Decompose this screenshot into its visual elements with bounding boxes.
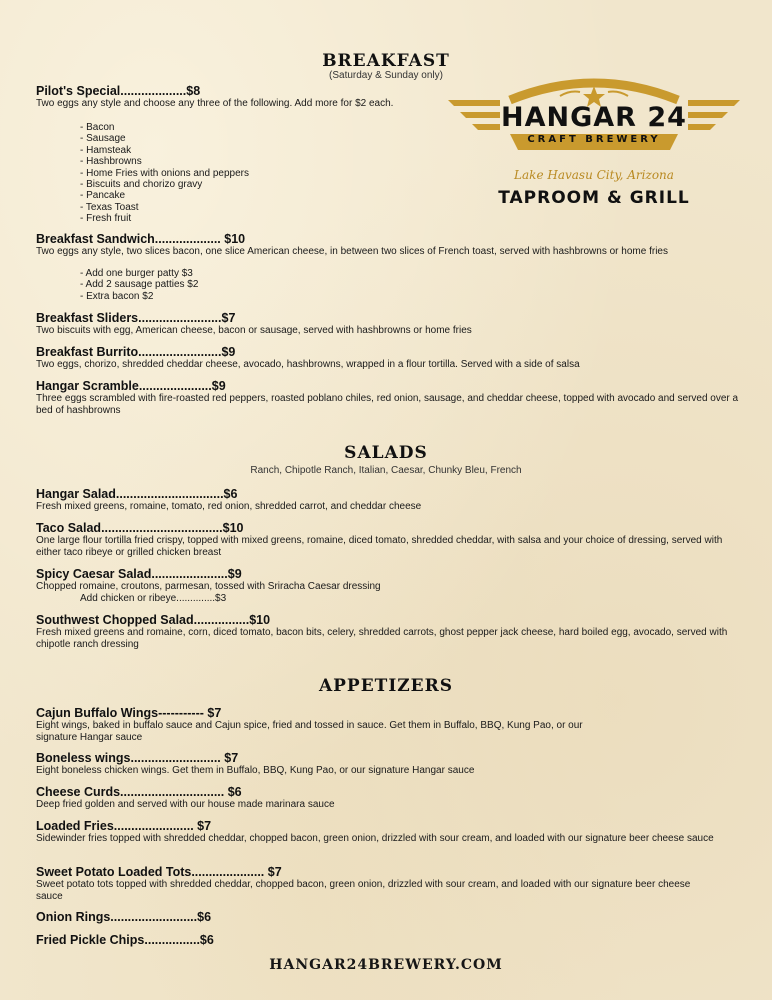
menu-item-description: Two biscuits with egg, American cheese, bacon or sausage, served with hashbrowns or home fries [36, 325, 472, 336]
menu-item-description: Chopped romaine, croutons, parmesan, tossed with Sriracha Caesar dressing [36, 581, 381, 592]
menu-item-title: Hangar Scramble.....................$9 [36, 379, 226, 393]
option-item: - Hashbrowns [80, 156, 142, 168]
logo-tagline: CRAFT BREWERY [527, 134, 661, 145]
menu-item-title: Hangar Salad...............................$6 [36, 487, 238, 501]
menu-item-title: Loaded Fries....................... $7 [36, 819, 212, 833]
option-item: - Add one burger patty $3 [80, 268, 193, 279]
menu-item-description: Three eggs scrambled with fire-roasted red peppers, roasted poblano chiles, red onion, sausage, and cheddar cheese, topped with avocado and served over a bed of hashbrowns [36, 393, 739, 416]
option-item: - Home Fries with onions and peppers [80, 167, 249, 179]
website-link[interactable]: HANGAR24BREWERY.COM [269, 957, 503, 973]
menu-item-description: Sweet potato tots topped with shredded cheddar, chopped bacon, green onion, drizzled with sour cream, and loaded with our signature beer cheese sauce [36, 879, 691, 902]
menu-item-title: Southwest Chopped Salad................$10 [36, 613, 271, 627]
option-item: - Add 2 sausage patties $2 [80, 279, 199, 291]
option-list [80, 268, 198, 302]
menu-item-title: Boneless wings.......................... $7 [36, 751, 239, 765]
menu-item-title: Pilot's Special...................$8 [36, 84, 201, 98]
salads-heading: SALADS [344, 443, 428, 463]
option-item: - Biscuits and chorizo gravy [80, 179, 203, 191]
add-on-note: Add chicken or ribeye..............$3 [80, 593, 227, 604]
menu-item-description: Deep fried golden and served with our house made marinara sauce [36, 799, 335, 810]
appetizers-heading: APPETIZERS [318, 676, 454, 696]
menu-item-title: Sweet Potato Loaded Tots..................... $7 [36, 865, 282, 879]
salads-subtitle: Ranch, Chipotle Ranch, Italian, Caesar, Chunky Bleu, French [250, 465, 522, 476]
menu-item-title: Fried Pickle Chips................$6 [36, 933, 214, 947]
menu-item-title: Breakfast Sandwich................... $10 [36, 232, 246, 246]
menu-item-description: Two eggs, chorizo, shredded cheddar cheese, avocado, hashbrowns, wrapped in a flour tortilla. Served with a side of salsa [36, 359, 580, 370]
menu-item-title: Breakfast Burrito........................$9 [36, 345, 236, 359]
menu-item-title: Cheese Curds.............................. $6 [36, 785, 242, 799]
menu-item-description: Eight wings, baked in buffalo sauce and Cajun spice, fried and tossed in sauce. Get them in Buffalo, BBQ, Kung Pao, or our signature Hangar sauce [36, 720, 583, 743]
option-list [80, 122, 249, 225]
option-item: - Hamsteak [80, 144, 132, 156]
menu-item-description: Two eggs any style, two slices bacon, one slice American cheese, in between two slices of French toast, served with hashbrowns or home fries [36, 246, 668, 257]
logo-wordmark: HANGAR 24 [501, 102, 687, 133]
breakfast-heading: BREAKFAST [322, 51, 450, 71]
menu-item-title: Cajun Buffalo Wings----------- $7 [36, 706, 222, 720]
menu-item-title: Onion Rings.........................$6 [36, 910, 212, 924]
menu-item-title: Spicy Caesar Salad......................$9 [36, 567, 242, 581]
option-item: - Bacon [80, 122, 115, 133]
option-item: - Sausage [80, 133, 126, 145]
menu-item-description: One large flour tortilla fried crispy, topped with mixed greens, romaine, diced tomato, shredded cheddar, with salsa and your choice of dressing, served with either taco ribeye or grilled chicken breast [36, 535, 723, 558]
menu-item-description: Sidewinder fries topped with shredded cheddar, chopped bacon, green onion, drizzled with sour cream, and loaded with our signature beer cheese sauce [36, 833, 714, 844]
logo-venue: TAPROOM & GRILL [498, 188, 690, 208]
brewery-logo [448, 72, 740, 222]
menu-item-description: Eight boneless chicken wings. Get them in Buffalo, BBQ, Kung Pao, or our signature Hangar sauce [36, 765, 475, 776]
logo-location: Lake Havasu City, Arizona [514, 168, 674, 182]
option-item: - Pancake [80, 190, 126, 202]
breakfast-subtitle: (Saturday & Sunday only) [329, 70, 443, 81]
menu-item-description: Fresh mixed greens, romaine, tomato, red onion, shredded carrot, and cheddar cheese [36, 501, 422, 512]
menu-item-description: Fresh mixed greens and romaine, corn, diced tomato, bacon bits, celery, shredded carrots, ghost pepper jack cheese, hard boiled egg, avocado, served with chipotle ranch dressing [36, 627, 728, 650]
option-item: - Texas Toast [80, 201, 139, 213]
option-item: - Extra bacon $2 [80, 290, 154, 302]
menu-item-description: Two eggs any style and choose any three of the following. Add more for $2 each. [36, 98, 394, 109]
option-item: - Fresh fruit [80, 213, 132, 225]
menu-item-title: Breakfast Sliders........................$7 [36, 311, 236, 325]
menu-item-title: Taco Salad...................................$10 [36, 521, 244, 535]
